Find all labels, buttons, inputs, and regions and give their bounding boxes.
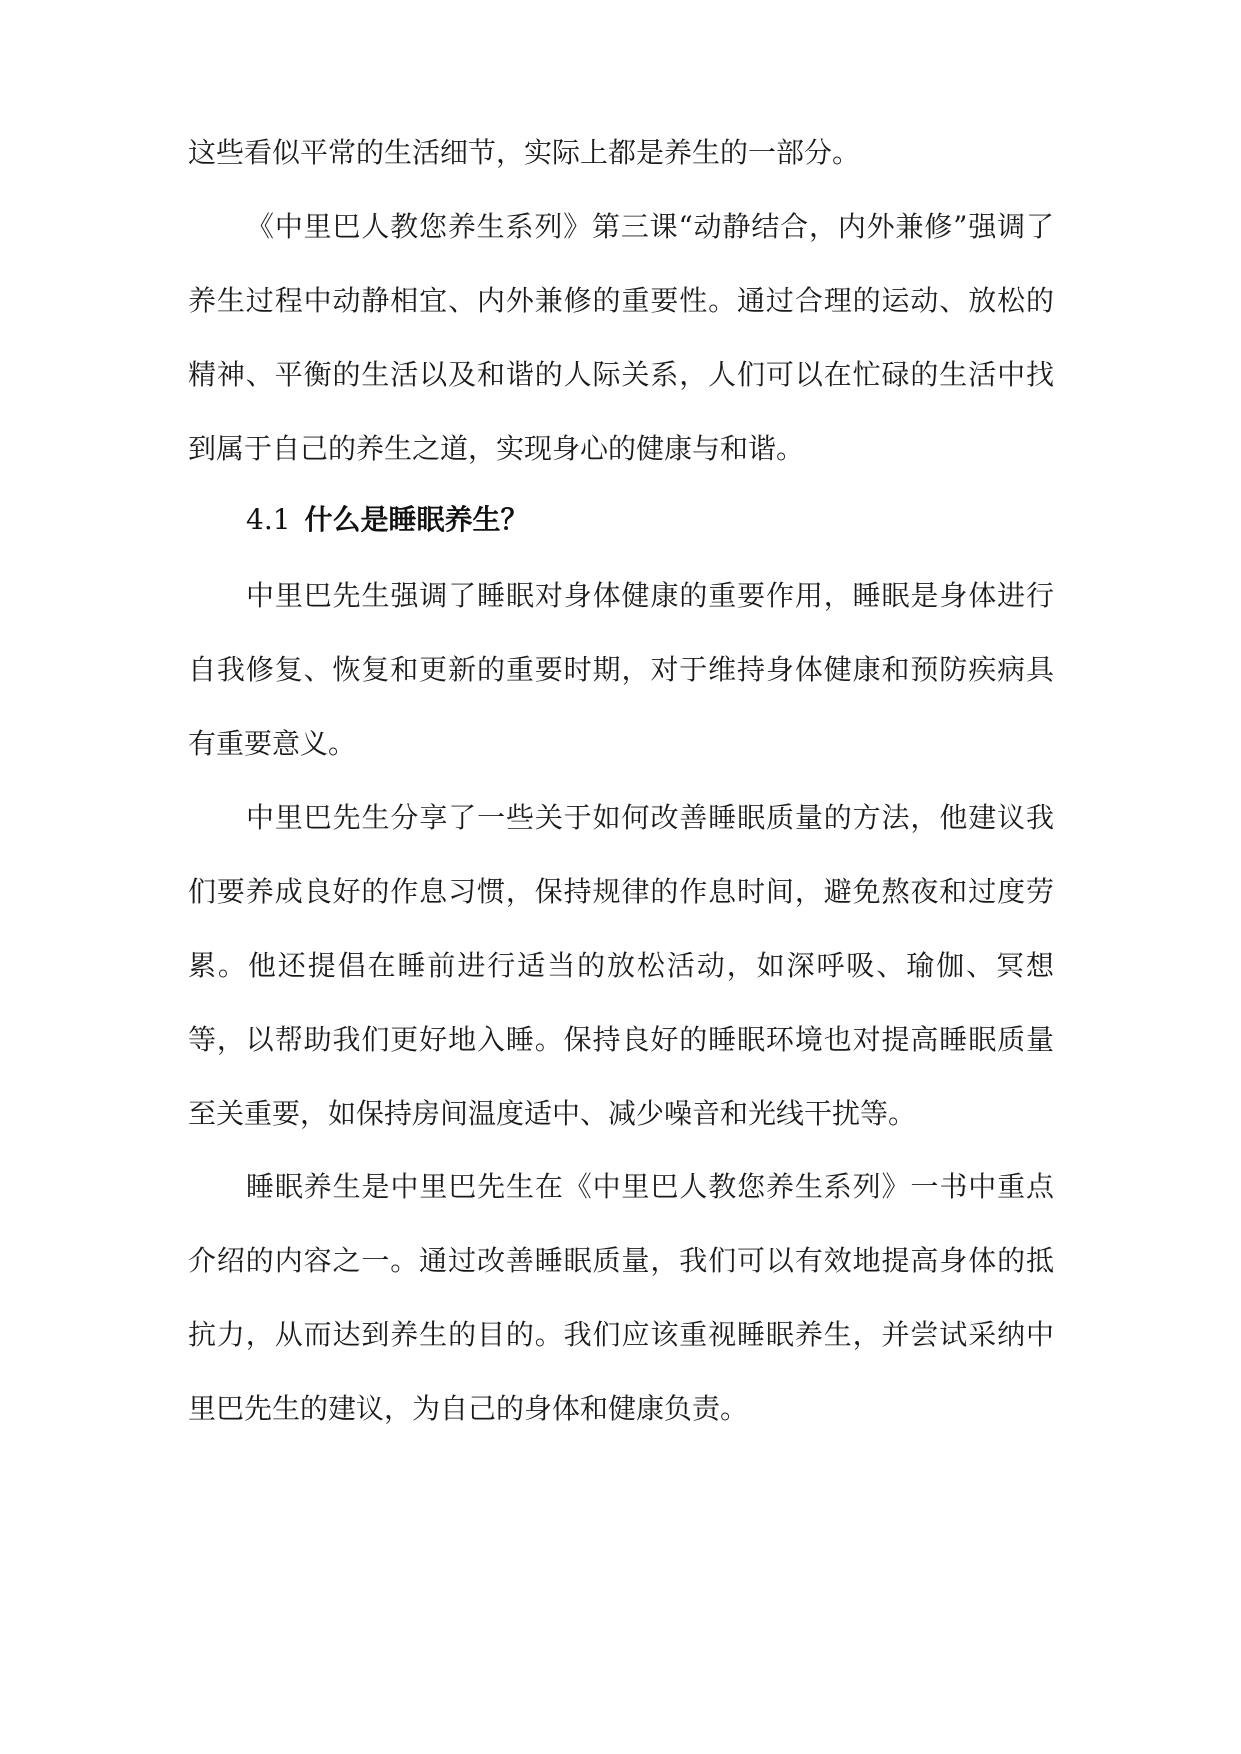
paragraph-intro-continued: 这些看似平常的生活细节，实际上都是养生的一部分。 xyxy=(188,136,861,169)
paragraph-sleep-conclusion: 睡眠养生是中里巴先生在《中里巴人教您养生系列》一书中重点介绍的内容之一。通过改善睡眠质量，我们可以有效地提高身体的抵抗力，从而达到养生的目的。我们应该重视睡眠养生，并尝试采纳中里巴先生的建议，为自己的身体和健康负责。 xyxy=(188,1170,1054,1425)
section-heading xyxy=(246,483,1046,557)
paragraph-sleep-importance: 中里巴先生强调了睡眠对身体健康的重要作用，睡眠是身体进行自我修复、恢复和更新的重要时期，对于维持身体健康和预防疾病具有重要意义。 xyxy=(188,579,1054,760)
section-title: 什么是睡眠养生？ xyxy=(304,503,529,536)
section-number: 4.1 xyxy=(246,503,291,536)
paragraph-sleep-methods: 中里巴先生分享了一些关于如何改善睡眠质量的方法，他建议我们要养成良好的作息习惯，保持规律的作息时间，避免熬夜和过度劳累。他还提倡在睡前进行适当的放松活动，如深呼吸、瑜伽、冥想等，以帮助我们更好地入睡。保持良好的睡眠环境也对提高睡眠质量至关重要，如保持房间温度适中、减少噪音和光线干扰等。 xyxy=(188,801,1054,1130)
paragraph-lesson-summary: 《中里巴人教您养生系列》第三课“动静结合，内外兼修”强调了养生过程中动静相宜、内外兼修的重要性。通过合理的运动、放松的精神、平衡的生活以及和谐的人际关系，人们可以在忙碌的生活中找到属于自己的养生之道，实现身心的健康与和谐。 xyxy=(188,210,1054,465)
